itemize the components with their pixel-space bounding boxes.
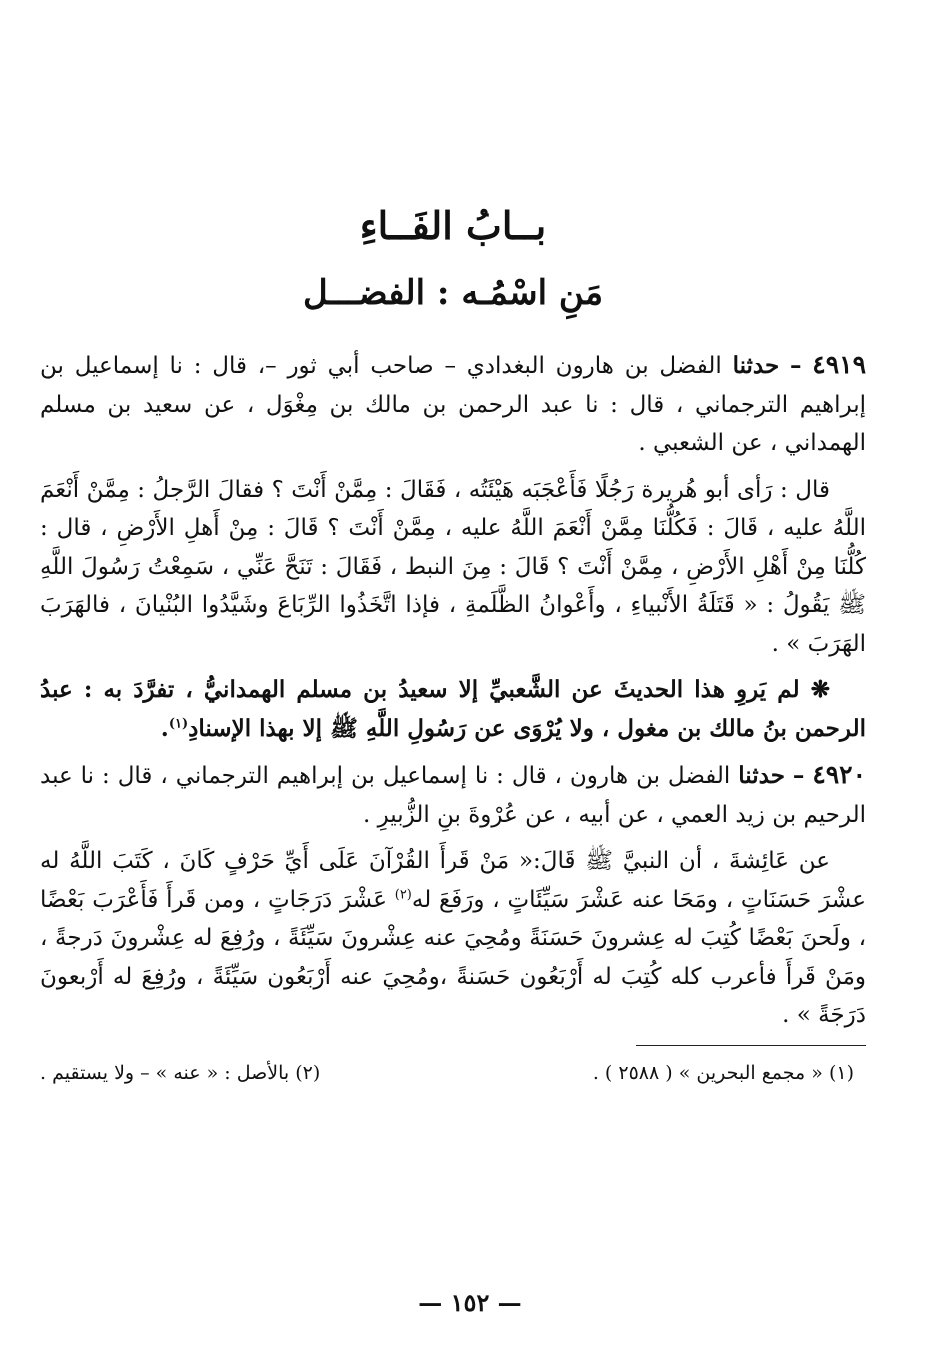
hadith-dash: –: [792, 762, 805, 789]
hadith-4920-isnad: [40, 756, 866, 834]
matn-text-start: عن عَائِشةَ ، أن النبيَّ ﷺ قَالَ:« مَنْ قَرأَ القُرْآنَ عَلَى أَيِّ حَرْفٍ كَانَ ، كَتَبَ اللَّهُ له عشْرَ حَسَنَاتٍ ، ومَحَا عنه عَشْرَ سَيِّئَاتٍ ، ورَفَعَ له: [40, 848, 867, 913]
hadith-4920-matn: [40, 842, 866, 1035]
matn-text: قال : رَأى أبو هُريرة رَجُلًا فَأَعْجَبَه هَيْئَتُه ، فَقَالَ : مِمَّنْ أَنْتَ ؟ فقالَ الرَّجلُ : مِمَّنْ أَنْعَمَ اللَّهُ عليه ، قَالَ : فَكُلُّنَا مِمَّنْ أَنْعَمَ اللَّهُ عليه ، مِمَّنْ أَنْتَ ؟ قَالَ : مِنْ أَهلِ الأَرْضِ ، قال : كُلُّنَا مِنْ أَهْلِ الأَرْضِ ، مِمَّنْ أَنْتَ ؟ قَالَ : مِنَ النبط ، فَقَالَ : تَنَحَّ عَنِّي ، سَمِعْتُ رَسُولَ اللَّهِ ﷺ يَقُولُ : « قَتَلَةُ الأَنْبياءِ ، وأَعْوانُ الظَّلَمةِ ، فإذا اتَّخَذُوا الرِّبَاعَ وشَيَّدُوا البُنْيانَ ، فالهَرَبَ الهَرَبَ » .: [40, 476, 866, 657]
hadith-4919-isnad: [40, 346, 866, 463]
footnote-ref-1[interactable]: (١): [168, 715, 189, 731]
footnote-1: (١) « مجمع البحرين » ( ٢٥٨٨ ) .: [592, 1061, 854, 1084]
footnote-2: (٢) بالأصل : « عنه » – ولا يستقيم .: [40, 1061, 321, 1084]
hadith-number: ٤٩٢٠: [812, 760, 867, 789]
isnad-text: الفضل بن هارون البغدادي – صاحب أبي ثور –، قال : نا إسماعيل بن إبراهيم الترجماني ، قال : نا عبد الرحمن بن مالك بن مِغْوَل ، عن سعيد بن مسلم الهمداني ، عن الشعبي .: [40, 353, 866, 456]
hadith-dash: –: [790, 352, 802, 379]
commentary-text: لم يَروِ هذا الحديثَ عن الشَّعبيِّ إلا سعيدُ بن مسلم الهمدانيُّ ، تفرَّدَ به : عبدُ الرحمن بنُ مالك بن مغول ، ولا يُرْوَى عن رَسُولِ اللَّهِ ﷺ إلا بهذا الإسنادِ: [40, 676, 866, 742]
hadith-number: ٤٩١٩: [812, 350, 866, 379]
chapter-title: بــابُ الفَــاءِ: [359, 203, 547, 248]
page-number: — ١٥٢ —: [418, 1288, 522, 1317]
hadith-4919-matn: [40, 471, 866, 664]
footnote-divider: [636, 1045, 866, 1046]
footnotes: [40, 1058, 866, 1088]
footnote-ref-2[interactable]: (٢): [394, 886, 412, 902]
hadith-lead: حدثنا: [738, 762, 785, 789]
matn-text-end: عَشْرَ دَرَجَاتٍ ، ومن قَرأَ فَأَعْرَبَ بَعْضًا ، ولَحنَ بَعْضًا كُتِبَ له عِشرونَ حَسَنَةً ومُحِيَ عنه عِشْرونَ سَيِّئَةً ، ورُفِعَ له عِشْرونَ دَرجةً ، ومَنْ قَرأَ فأعرب كله كُتِبَ له أَرْبَعُون حَسَنةً ،ومُحِيَ عنه أَرْبَعُون سَيِّئَةً ، ورُفِعَ له أَرْبعونَ دَرَجَةً » .: [40, 886, 866, 1028]
section-title: مَنِ اسْمُـه : الفضـــل: [302, 273, 604, 313]
commentary-end: .: [160, 714, 169, 742]
hadith-lead: حدثنا: [732, 352, 780, 379]
star-icon: ❋: [810, 676, 830, 703]
commentary-paragraph: [40, 671, 866, 748]
isnad-text: الفضل بن هارون ، قال : نا إسماعيل بن إبراهيم الترجماني ، قال : نا عبد الرحيم بن زيد العمي ، عن أبيه ، عن عُرْوةَ بنِ الزُّبيرِ .: [40, 763, 866, 828]
